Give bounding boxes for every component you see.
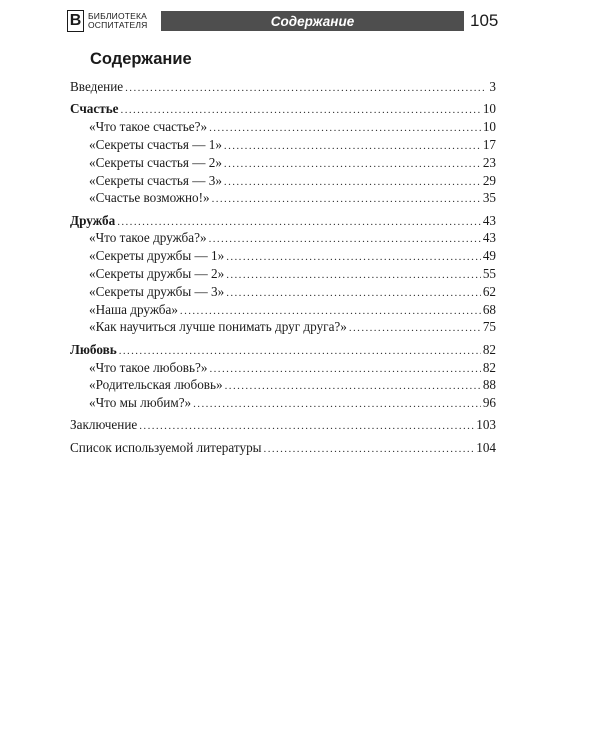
toc-entry-page: 10 — [482, 119, 496, 135]
series-name-line2: ОСПИТАТЕЛЯ — [88, 20, 148, 30]
toc-entry-page: 82 — [482, 359, 496, 375]
series-logo — [67, 10, 84, 32]
toc-dot-leader — [349, 320, 481, 338]
toc-subentry — [70, 172, 496, 190]
toc-entry-page: 35 — [482, 190, 496, 206]
toc-entry-page: 23 — [482, 154, 496, 170]
header-bar-title: Содержание — [270, 13, 355, 29]
header-bar — [161, 11, 464, 31]
toc-entry-page: 55 — [482, 266, 496, 281]
series-logo-letter: В — [69, 12, 82, 29]
toc-section-entry — [70, 341, 496, 359]
toc-subentry — [70, 283, 496, 301]
toc-entry-title: «Секреты счастья — 3» — [89, 172, 222, 188]
series-name-line1: БИБЛИОТЕКА — [88, 11, 148, 21]
toc-entry-title: «Что такое счастье?» — [89, 119, 208, 135]
toc-entry-page: 88 — [482, 377, 496, 393]
toc-entry-title: Любовь — [70, 341, 117, 357]
toc-entry-title: «Секреты счастья — 1» — [89, 136, 222, 152]
toc-entry-title: «Наша дружба» — [89, 301, 178, 317]
toc-entry-page: 96 — [482, 395, 496, 411]
toc-entry-title: «Как научиться лучше понимать друг друга?» — [89, 319, 347, 335]
toc-entry-title: «Счастье возможно!» — [89, 190, 210, 206]
toc-subentry — [70, 247, 496, 265]
toc-section-entry — [70, 212, 496, 230]
toc-subentry — [70, 189, 496, 207]
toc-entry-title: «Родительская любовь» — [89, 377, 223, 393]
toc-entry-title: Дружба — [70, 212, 116, 228]
toc-entry — [70, 78, 496, 96]
toc-entry-page: 75 — [482, 319, 496, 335]
toc-entry-page: 49 — [482, 248, 496, 264]
page-number: 105 — [470, 11, 499, 30]
toc-entry-page: 43 — [482, 230, 496, 246]
toc-subentry — [70, 301, 496, 319]
toc-dot-leader — [193, 396, 481, 414]
toc-subentry — [70, 376, 496, 394]
toc-entry-title: «Секреты дружбы — 3» — [89, 283, 225, 299]
toc-heading: Содержание — [90, 50, 192, 68]
toc-entry-page: 3 — [489, 79, 496, 94]
toc-entry-title: «Что такое дружба?» — [89, 230, 207, 246]
toc-entry-page: 82 — [482, 341, 496, 357]
toc-subentry — [70, 265, 496, 283]
toc-entry-page: 29 — [482, 172, 496, 188]
toc-entry-title: «Что такое любовь?» — [89, 359, 208, 375]
toc-entry-title: «Что мы любим?» — [89, 395, 192, 411]
toc-dot-leader — [125, 80, 487, 98]
toc-entry-page: 103 — [476, 417, 496, 433]
toc-entry-title: Счастье — [70, 101, 119, 117]
toc-subentry — [70, 318, 496, 336]
toc-entry-page: 62 — [482, 283, 496, 299]
toc-dot-leader — [139, 418, 474, 436]
toc-subentry — [70, 136, 496, 154]
toc-entry-title: «Секреты дружбы — 2» — [89, 266, 225, 281]
toc-entry — [70, 416, 496, 434]
toc-entry-page: 17 — [482, 136, 496, 152]
toc-entry-title: Введение — [70, 79, 124, 94]
toc-entry-page: 10 — [482, 101, 496, 117]
toc-dot-leader — [264, 441, 475, 459]
toc-subentry — [70, 118, 496, 136]
toc-subentry — [70, 394, 496, 412]
toc-entry-title: Заключение — [70, 417, 138, 433]
toc-entry-title: «Секреты дружбы — 1» — [89, 248, 225, 264]
toc-entry-page: 43 — [482, 212, 496, 228]
toc-subentry — [70, 229, 496, 247]
toc-entry-page: 68 — [482, 301, 496, 317]
running-header — [67, 10, 500, 32]
toc-subentry — [70, 359, 496, 377]
toc-entry-page: 104 — [476, 439, 496, 455]
toc-dot-leader — [212, 191, 481, 209]
toc-entry-title: «Секреты счастья — 2» — [89, 154, 222, 170]
series-name — [88, 12, 160, 30]
toc-entry — [70, 439, 496, 457]
toc-entry-title: Список используемой литературы — [70, 439, 262, 455]
toc-subentry — [70, 154, 496, 172]
toc-section-entry — [70, 100, 496, 118]
